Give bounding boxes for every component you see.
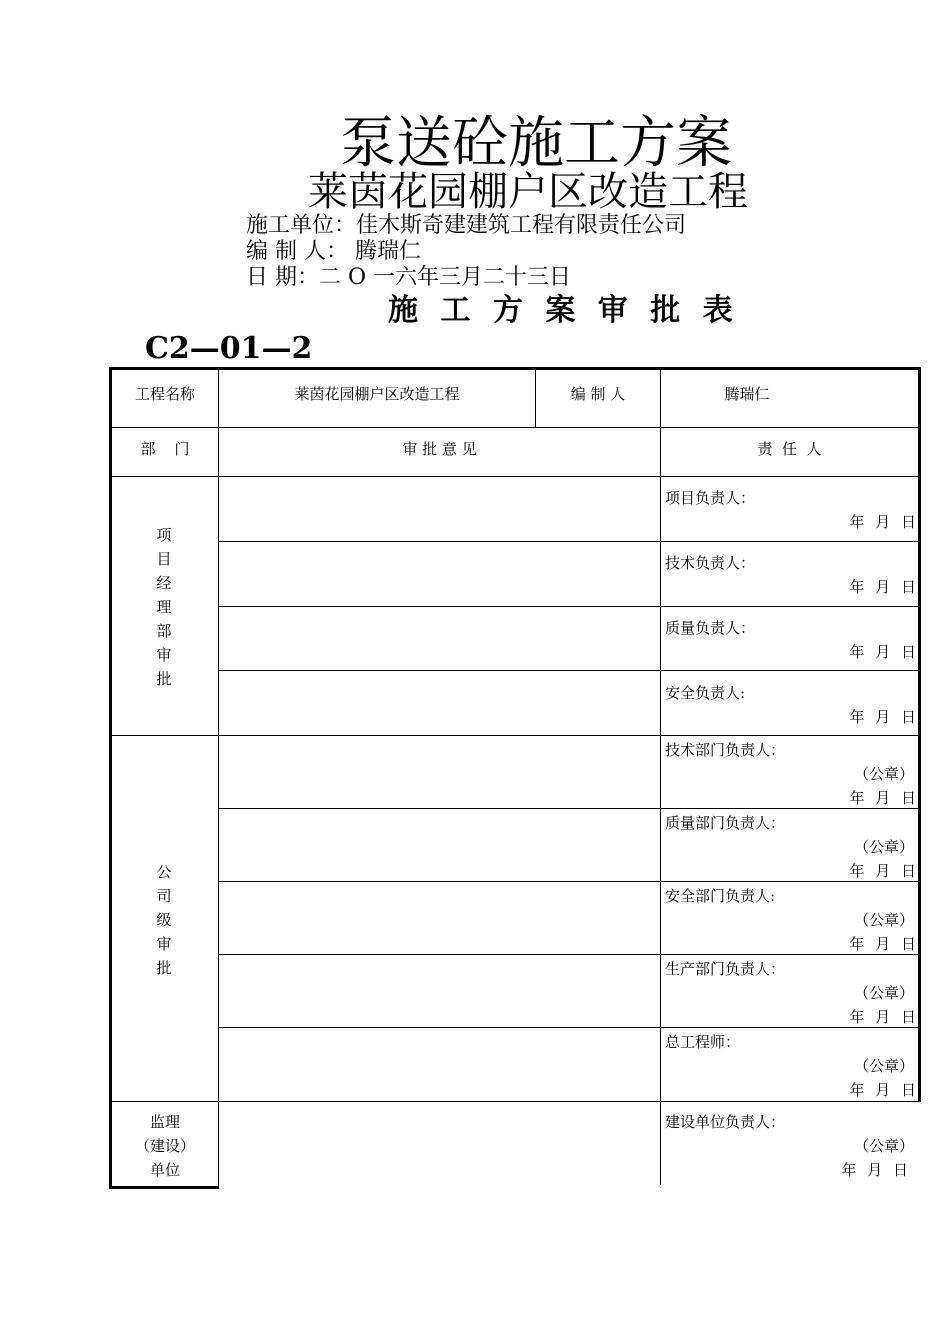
sign-date: 年 月 日: [849, 643, 916, 661]
responsible-label: 项目负责人：: [665, 489, 756, 507]
company-section-label: 公 司 级 审 批: [156, 863, 172, 977]
sign-date: 年 月 日: [841, 1161, 908, 1179]
responsible-label: 质量负责人：: [665, 619, 756, 637]
responsible-label: 建设单位负责人：: [665, 1113, 786, 1131]
author-line: 编 制 人： 腾瑞仁: [246, 239, 421, 264]
sign-date: 年 月 日: [849, 708, 916, 726]
row-divider: [219, 808, 921, 809]
supervision-section-label: 监理 （建设） 单位: [134, 1113, 195, 1179]
sign-date: 年 月 日: [849, 862, 916, 880]
row-divider: [219, 881, 921, 882]
author-value: 腾瑞仁: [724, 385, 770, 403]
project-name-label: 工程名称: [134, 385, 195, 403]
row-divider: [109, 476, 921, 477]
sign-date: 年 月 日: [849, 789, 916, 807]
table-border-bottom: [109, 1186, 219, 1189]
sign-date: 年 月 日: [849, 513, 916, 531]
sign-date: 年 月 日: [849, 578, 916, 596]
seal-mark: （公章）: [853, 911, 914, 929]
row-divider: [219, 541, 921, 542]
sign-date: 年 月 日: [849, 1008, 916, 1026]
date-line: 日 期：二 O 一六年三月二十三日: [246, 265, 572, 290]
seal-mark: （公章）: [853, 1137, 914, 1155]
sign-date: 年 月 日: [849, 935, 916, 953]
seal-mark: （公章）: [853, 765, 914, 783]
seal-mark: （公章）: [853, 984, 914, 1002]
responsible-header: 责 任 人: [757, 440, 822, 458]
row-divider: [219, 1027, 921, 1028]
column-divider: [218, 367, 219, 1189]
form-code: C2—01—2: [145, 331, 313, 366]
responsible-label: 技术负责人：: [665, 554, 756, 572]
responsible-label: 质量部门负责人：: [665, 814, 786, 832]
responsible-label: 总工程师：: [665, 1033, 741, 1051]
row-divider: [219, 606, 921, 607]
row-divider: [109, 427, 921, 428]
department-header: 部 门: [140, 440, 190, 458]
row-divider: [109, 1101, 921, 1102]
project-title: 莱茵花园棚户区改造工程: [308, 169, 748, 215]
row-divider: [219, 670, 921, 671]
seal-mark: （公章）: [853, 838, 914, 856]
sign-date: 年 月 日: [849, 1081, 916, 1099]
table-border-right: [918, 367, 921, 1101]
project-dept-section-label: 项 目 经 理 部 审 批: [156, 526, 172, 688]
construction-company-line: 施工单位：佳木斯奇建建筑工程有限责任公司: [246, 213, 687, 238]
column-divider: [660, 367, 661, 1185]
seal-mark: （公章）: [853, 1057, 914, 1075]
responsible-label: 技术部门负责人：: [665, 741, 786, 759]
table-border-top: [109, 367, 921, 370]
document-title: 泵送砼施工方案: [340, 111, 732, 176]
author-label: 编 制 人: [570, 385, 626, 403]
responsible-label: 安全部门负责人:: [665, 887, 776, 905]
opinion-header: 审 批 意 见: [402, 440, 477, 458]
row-divider: [219, 954, 921, 955]
table-border-left: [109, 367, 112, 1189]
project-name-value: 莱茵花园棚户区改造工程: [294, 385, 460, 403]
form-title: 施 工 方 案 审 批 表: [388, 293, 739, 328]
responsible-label: 生产部门负责人：: [665, 960, 786, 978]
responsible-label: 安全负责人:: [665, 684, 746, 702]
row-divider: [109, 735, 921, 736]
